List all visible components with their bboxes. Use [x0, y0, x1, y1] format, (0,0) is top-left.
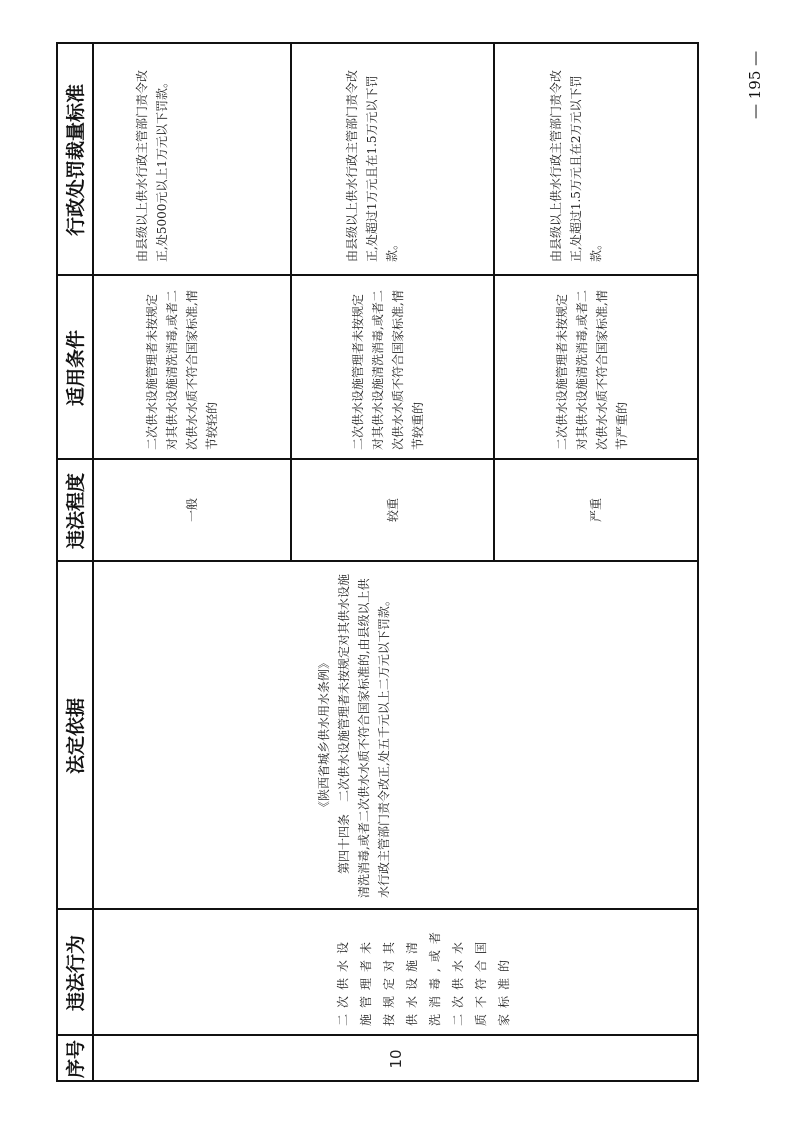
basis-title: 《陕西省城乡供水用水条例》 — [317, 657, 331, 814]
header-condition: 适用条件 — [64, 330, 87, 407]
standard-level-3: 由县级以上供水行政主管部门责令改正,处超过1.5万元且在2万元以下罚款。 — [549, 69, 603, 262]
page-number: — 195 — — [746, 50, 764, 120]
row-seq: 10 — [386, 1049, 405, 1069]
row-behavior: 二次供水设施管理者未按规定对其供水设施清洗消毒,或者二次供水水质不符合国家标准的 — [336, 926, 511, 1026]
degree-level-3: 严重 — [589, 498, 603, 523]
row-basis — [314, 572, 394, 898]
basis-body: 第四十四条 二次供水设施管理者未按规定对其供水设施清洗消毒,或者二次供水水质不符合国家标准的,由县级以上供水行政主管部门责令改正,处五千元以上二万元以下罚款。 — [337, 573, 391, 898]
table-border-bottom — [697, 42, 699, 1082]
col-divider-3 — [56, 561, 699, 563]
standard-level-2: 由县级以上供水行政主管部门责令改正,处超过1万元且在1.5万元以下罚款。 — [345, 69, 399, 262]
standard-level-1: 由县级以上供水行政主管部门责令改正,处5000元以上1万元以下罚款。 — [135, 69, 169, 262]
header-standard: 行政处罚裁量标准 — [64, 84, 87, 237]
degree-level-2: 较重 — [385, 498, 400, 523]
condition-level-1: 二次供水设施管理者未按规定对其供水设施清洗消毒,或者二次供水水质不符合国家标准,情节较轻的 — [145, 290, 219, 450]
rotated-page — [56, 42, 699, 1082]
condition-level-3: 二次供水设施管理者未按规定对其供水设施清洗消毒,或者二次供水水质不符合国家标准,情节严重的 — [555, 290, 629, 450]
header-seq: 序号 — [64, 1040, 87, 1079]
header-basis: 法定依据 — [64, 698, 87, 775]
header-degree: 违法程度 — [64, 473, 87, 550]
table-border-right — [56, 43, 699, 45]
degree-level-1: 一般 — [185, 498, 199, 523]
header-behavior: 违法行为 — [64, 935, 87, 1012]
penalty-table — [56, 42, 699, 1082]
col-divider-5 — [56, 275, 699, 277]
condition-level-2: 二次供水设施管理者未按规定对其供水设施清洗消毒,或者二次供水水质不符合国家标准,情节较重的 — [351, 290, 425, 450]
header-divider — [92, 42, 94, 1082]
col-divider-2 — [56, 909, 699, 911]
